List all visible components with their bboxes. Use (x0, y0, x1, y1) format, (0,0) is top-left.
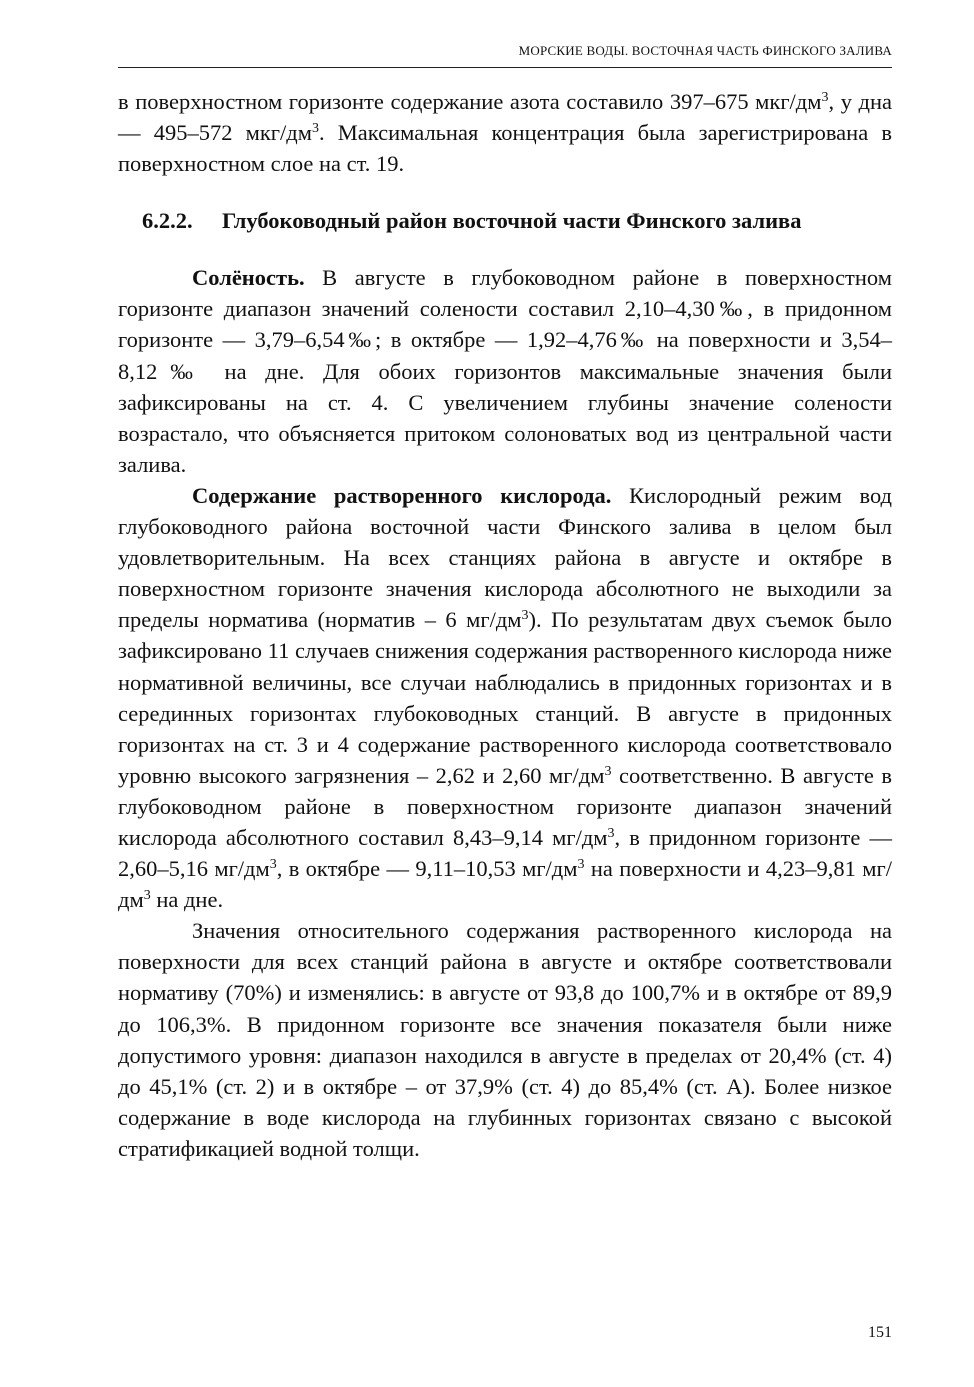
superscript: 3 (604, 763, 612, 779)
superscript: 3 (821, 90, 829, 105)
superscript: 3 (607, 825, 615, 841)
superscript: 3 (577, 857, 585, 873)
text-segment: соответственно. В августе в глубоководном районе в поверхностном горизонте диапазон значений кислорода абсолютного составил 8,43–9,14 мг/дм (118, 762, 893, 850)
superscript: 3 (269, 857, 277, 873)
text-segment: на поверхности и 4,23–9,81 мг/дм (118, 856, 892, 913)
section-number: 6.2.2. (142, 208, 193, 234)
text-segment: В августе в глубоководном районе в поверхностном горизонте диапазон значений солености составил 2,10–4,30‰, в придонном горизонте — 3,79–6,54‰; в октябре — 1,92–4,76‰ на поверхности и 3,54–8,12‰ на дне. Для обоих горизонтов максимальные значения были зафиксированы на ст. 4. С увеличением глубины значение солености возрастало, что объясняется притоком солоноватых вод из центральной части залива. (118, 265, 892, 477)
text-segment: . Максимальная концентрация была зарегистрирована в поверхностном слое на ст. 19. (118, 120, 892, 177)
text-segment: , в октябре — 9,11–10,53 мг/дм (276, 856, 578, 882)
paragraph-lead: Солёность. (192, 265, 305, 291)
superscript: 3 (521, 608, 529, 624)
text-segment: ). По результатам двух съемок было зафиксировано 11 случаев снижения содержания растворенного кислорода ниже нормативной величины, все случаи наблюдались в придонных горизонтах и в серединных горизонтах глубоководных станций. В августе в придонных горизонтах на ст. 3 и 4 содержание растворенного кислорода соответствовало уровню высокого загрязнения – 2,62 и 2,60 мг/дм (118, 607, 892, 788)
page-body (118, 86, 892, 1164)
paragraph-oxygen (118, 480, 892, 915)
paragraph-relative-oxygen (118, 915, 892, 1164)
section-title: Глубоководный район восточной части Финского залива (222, 208, 802, 234)
paragraph-nitrogen (118, 86, 892, 179)
paragraph-salinity (118, 262, 892, 480)
paragraph-lead: Содержание растворенного кислорода. (192, 482, 612, 508)
section-heading (142, 205, 892, 236)
superscript: 3 (311, 121, 319, 137)
text-segment: Значения относительного содержания растворенного кислорода на поверхности для всех станций района в августе и октябре соответствовали нормативу (70%) и изменялись: в августе от 93,8 до 100,7% и в октябре от 89,9 до 106,3%. В придонном горизонте все значения показателя были ниже допустимого уровня: диапазон находился в августе в пределах от 20,4% (ст. 4) до 45,1% (ст. 2) и в октябре – от 37,9% (ст. 4) до 85,4% (ст. А). Более низкое содержание в воде кислорода на глубинных горизонтах связано с высокой стратификацией водной толщи. (118, 918, 892, 1161)
text-segment: , у дна — 495–572 мкг/дм (118, 89, 892, 146)
page-number: 151 (868, 1324, 892, 1341)
header-divider (118, 67, 892, 68)
text-segment: в поверхностном горизонте содержание азота составило 397–675 мкг/дм (118, 89, 822, 114)
running-header: МОРСКИЕ ВОДЫ. ВОСТОЧНАЯ ЧАСТЬ ФИНСКОГО ЗАЛИВА (518, 43, 892, 58)
text-segment: Кислородный режим вод глубоководного района восточной части Финского залива в целом был удовлетворительным. На всех станциях района в августе и октябре в поверхностном горизонте значения кислорода абсолютного не выходили за пределы норматива (норматив – 6 мг/дм (118, 482, 893, 633)
text-segment: на дне. (150, 887, 224, 913)
superscript: 3 (143, 888, 151, 904)
text-segment: , в придонном горизонте — 2,60–5,16 мг/дм (118, 824, 892, 882)
